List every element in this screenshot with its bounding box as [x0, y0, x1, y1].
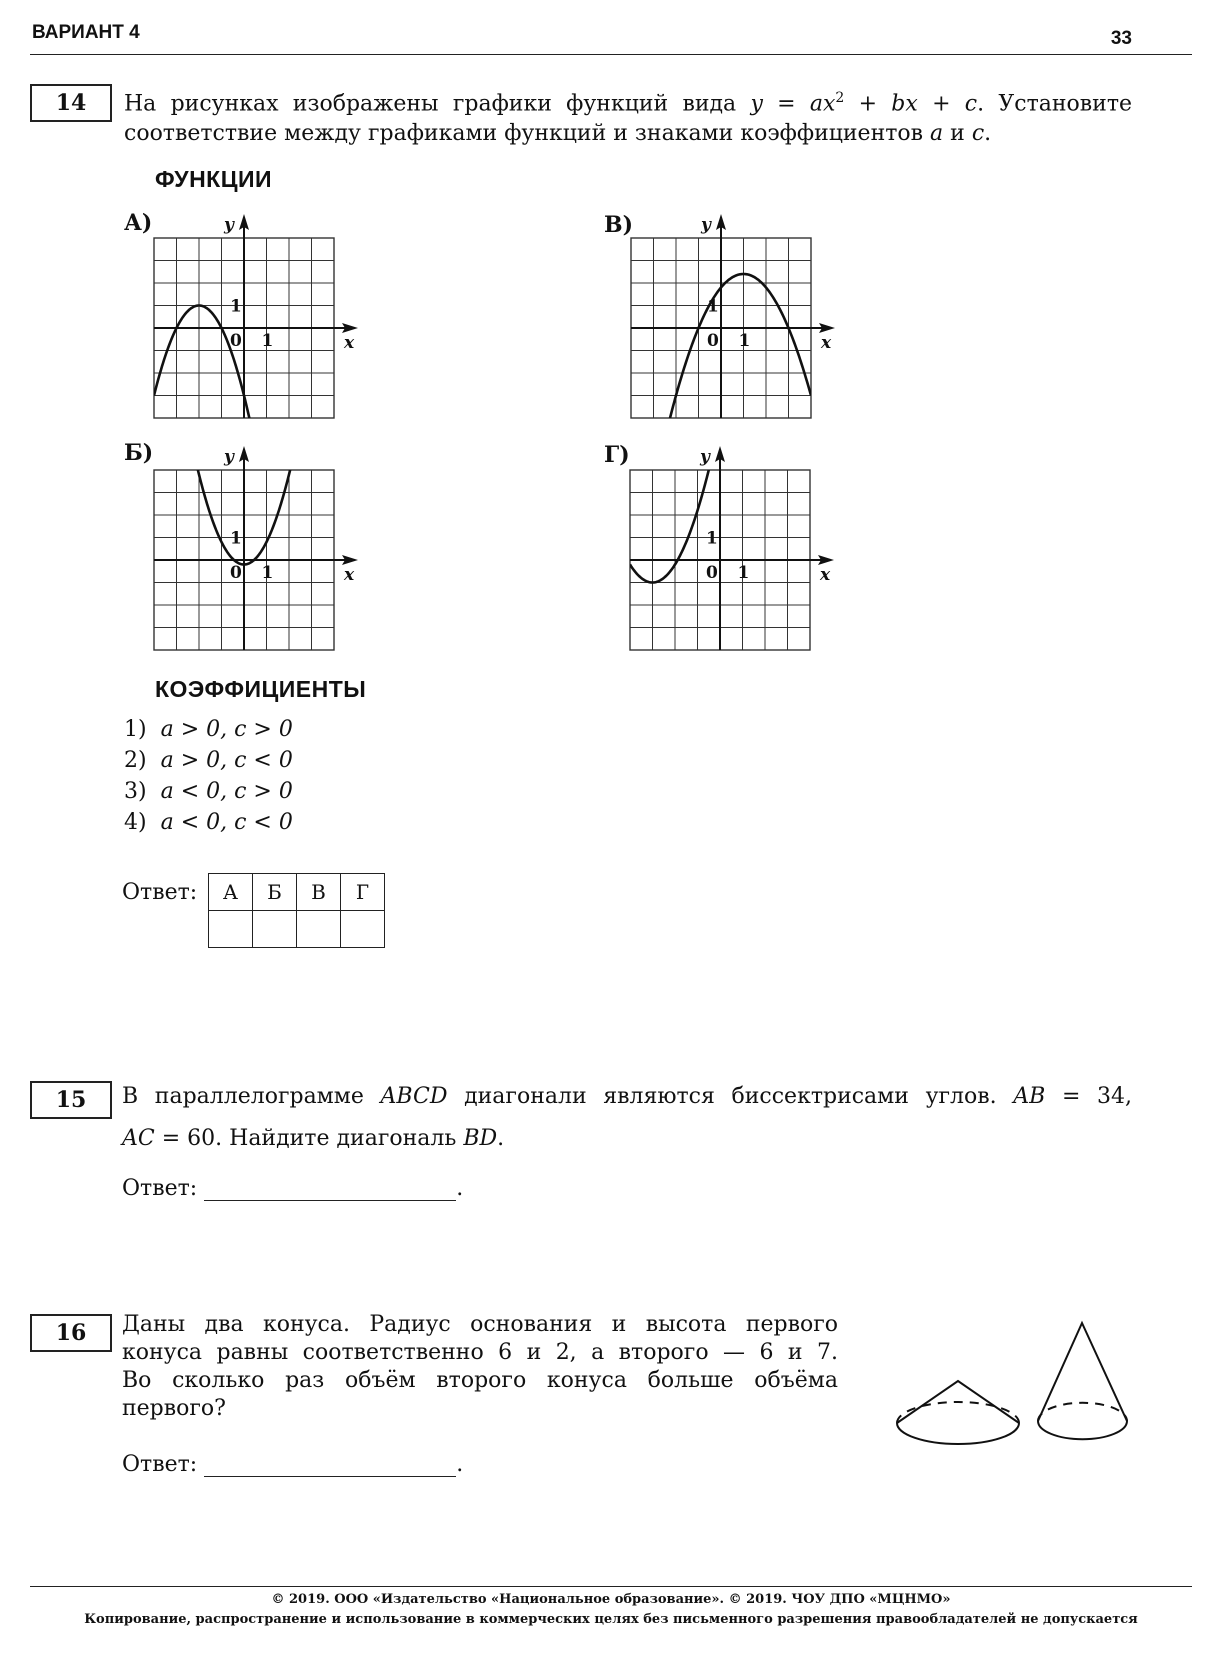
y-unit-label: 1: [230, 296, 242, 317]
graph-b-label: Б): [124, 440, 154, 466]
x-axis-label: x: [820, 565, 831, 585]
x-axis-label: x: [821, 333, 832, 353]
copyright-line: © 2019. ООО «Издательство «Национальное образование». © 2019. ЧОУ ДПО «МЦНМО»: [271, 1592, 951, 1607]
origin-label: 0: [230, 563, 242, 583]
text-line: AC = 60. Найдите диагональ BD.: [122, 1126, 505, 1151]
origin-label: 0: [230, 331, 242, 351]
q14-answer-table: [208, 873, 385, 948]
x-unit-label: 1: [737, 563, 750, 583]
question-16-text: [122, 1311, 838, 1423]
question-15-number: 15: [30, 1081, 112, 1119]
coefficient-option: 3) a < 0, c > 0: [124, 779, 293, 804]
cone-short: [897, 1381, 1019, 1444]
question-16-number: 16: [30, 1314, 112, 1352]
page-number: 33: [1110, 28, 1132, 49]
footer-divider: [30, 1586, 1192, 1587]
coefficient-option: 4) a < 0, c < 0: [124, 810, 293, 835]
y-axis-label: y: [700, 447, 710, 467]
header-divider: [30, 54, 1192, 55]
answer-cell-v[interactable]: [297, 911, 341, 948]
text-line: На рисунках изображены графики функций вида $y = ax^2$ + bx + c. Установите: [124, 90, 1133, 117]
answer-cell-b[interactable]: [253, 911, 297, 948]
question-15-text: [122, 1076, 1132, 1160]
x-axis-label: x: [344, 565, 355, 585]
answer-header-b: Б: [253, 874, 297, 911]
text-line: соответствие между графиками функций и знаками коэффициентов a и c.: [124, 121, 992, 147]
answer-cell-g[interactable]: [341, 911, 385, 948]
q15-answer: Ответ: .: [122, 1176, 464, 1201]
answer-header-v: В: [297, 874, 341, 911]
graph-g: [616, 440, 846, 662]
q16-answer-label: Ответ:: [122, 1452, 198, 1477]
text-line: первого?: [122, 1396, 226, 1421]
q16-answer-field[interactable]: [204, 1454, 456, 1477]
graph-a-label: А): [124, 210, 153, 236]
text-line: конуса равны соответственно 6 и 2, а второго — 6 и 7.: [122, 1340, 838, 1365]
origin-label: 0: [707, 331, 719, 351]
answer-header-g: Г: [341, 874, 385, 911]
coefficient-option: 1) a > 0, c > 0: [124, 717, 293, 742]
graph-v-label: В): [604, 212, 634, 238]
q14-answer-label: Ответ:: [122, 880, 198, 905]
y-axis-label: y: [701, 215, 711, 235]
coefficients-heading: КОЭФФИЦИЕНТЫ: [155, 676, 367, 702]
y-axis-label: y: [224, 215, 234, 235]
coefficients-list: [124, 714, 293, 838]
coefficient-option: 2) a > 0, c < 0: [124, 748, 293, 773]
y-axis-label: y: [224, 447, 234, 467]
text-line: Даны два конуса. Радиус основания и высота первого: [122, 1312, 838, 1337]
variant-label: ВАРИАНТ 4: [32, 22, 140, 43]
cone-tall: [1038, 1323, 1127, 1439]
cones-figure: [886, 1310, 1146, 1460]
answer-header-a: А: [209, 874, 253, 911]
graph-a: [140, 206, 370, 428]
functions-heading: ФУНКЦИИ: [155, 166, 273, 192]
question-14-text: [124, 83, 1132, 149]
question-14-number: 14: [30, 84, 112, 122]
origin-label: 0: [706, 563, 718, 583]
x-axis-label: x: [344, 333, 355, 353]
text-line: Во сколько раз объём второго конуса больше объёма: [122, 1368, 838, 1393]
graph-g-label: Г): [604, 442, 630, 468]
copyright-notice: Копирование, распространение и использование в коммерческих целях без письменного разрешения правообладателей не допускается: [84, 1612, 1138, 1627]
y-unit-label: 1: [707, 296, 719, 317]
text-line: В параллелограмме ABCD диагонали являются биссектрисами углов. AB = 34,: [122, 1084, 1132, 1109]
y-unit-label: 1: [706, 528, 718, 549]
graph-b: [140, 440, 370, 662]
q15-answer-label: Ответ:: [122, 1176, 198, 1201]
answer-cell-a[interactable]: [209, 911, 253, 948]
x-unit-label: 1: [738, 331, 751, 351]
q16-answer: Ответ: .: [122, 1452, 464, 1477]
x-unit-label: 1: [261, 563, 274, 583]
y-unit-label: 1: [230, 528, 242, 549]
x-unit-label: 1: [261, 331, 274, 351]
graph-v: [616, 206, 846, 428]
q15-answer-field[interactable]: [204, 1178, 456, 1201]
